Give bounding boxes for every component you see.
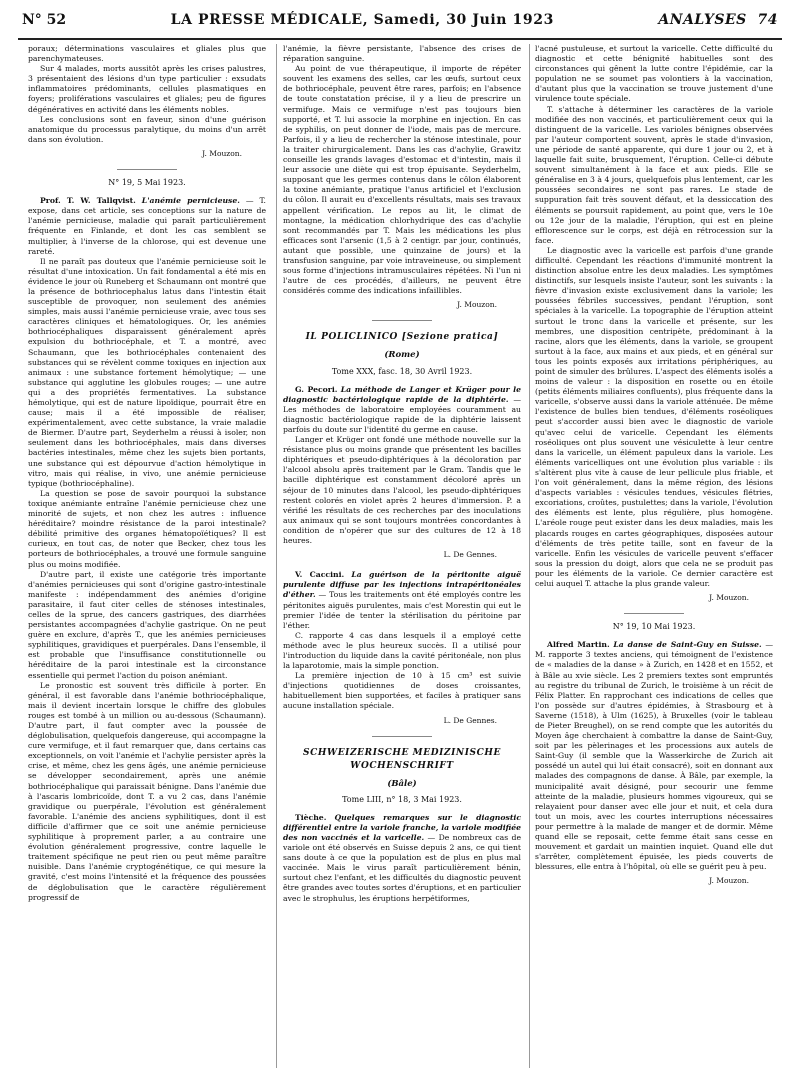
signature: J. Mouzon.	[709, 876, 749, 886]
issue-heading: N° 19, 10 Mai 1923.	[612, 622, 696, 632]
signature: L. De Gennes.	[443, 715, 497, 725]
separator	[372, 320, 432, 321]
paragraph: D'autre part, il existe une catégorie très importante d'anémies pernicieuses qui sont d'origine gastro-intestinale manifeste : indépendamment des anémies d'origine parasitaire, il faut citer celles de sténoses intestinales, celles de la sprue, des cancers gastriques, des diarrhées persistantes accompagnées d'achylie gastrique. On ne peut guère en exclure, d'après T., que les anémies pernicieuses syphilitiques, gravidiques et puerpérales. Dans l'ensemble, il est probable que l'insuffisance constitutionnelle ou héréditaire de la paroi intestinale est la circonstance essentielle qui permet l'action du poison anémiant.	[28, 569, 266, 680]
section-page-label	[658, 12, 778, 28]
column-1	[28, 44, 266, 1074]
paragraph: Au point de vue thérapeutique, il importe de répéter souvent les examens des selles, car les œufs, surtout ceux de bothriocéphale, peuvent être rares, parfois; en l'absence de toute constatation précise, il y a lieu de prescrire un vermifuge. Mais ce vermifuge n'est pas toujours bien supporté, et T. lui associe la morphine en injection. En cas de syphilis, on peut donner de l'iode, mais pas de mercure. Parfois, il y a lieu de rechercher la sténose intestinale, pour la traiter chirurgicalement. Dans les cas d'achylie, Grawitz conseille les grands lavages d'estomac et d'intestin, mais il leur associe une diète qui est trop épuisante. Seyderhelm, supposant que les germes contenus dans le côlon élaborent la toxine anémiante, pratique l'anus artificiel et l'exclusion du côlon. Il aurait eu d'excellents résultats, mais ses travaux appellent vérification. Le repos au lit, le climat de montagne, la médication chlorhydrique des cas d'achylie sont recommandés par T. Mais les médications les plus efficaces sont l'arsenic (1,5 à 2 centigr. par jour, continués, autant que possible, une quinzaine de jours) et la transfusion sanguine, par voie intraveineuse, ou simplement sous forme d'injections intramusculaires répétées. Ni l'un ni l'autre de ces procédés, d'ailleurs, ne peuvent être considérés comme des indications infaillibles.	[283, 64, 521, 296]
article-tieche	[283, 813, 521, 904]
paragraph: T. s'attache à déterminer les caractères de la variole modifiée des non vaccinés, et particulièrement ceux qui la distinguent de la varicelle. Les varioles bénignes observées par l'auteur comportent souvent, après le stade d'invasion, une période de santé apparente, qui dure 1 jour ou 2, et à laquelle fait suite, brusquement, l'éruption. Celle-ci débute souvent simultanément à la face et aux pieds. Elle se généralise en 3 à 4 jours, quelquefois plus lentement, car les poussées secondaires ne sont pas rares. Le stade de suppuration fait très souvent défaut, et la dessiccation des éléments se poursuit rapidement, au point que, vers le 10e ou 12e jour de la maladie, l'éruption, qui est en pleine efflorescence sur le corps, est déjà en rétrocession sur la face.	[535, 104, 773, 245]
paragraph: C. rapporte 4 cas dans lesquels il a employé cette méthode avec le plus heureux succès. Il a utilisé pour l'introduction du liquide dans la cavité péritonéale, non plus la laparotomie, mais la simple ponction.	[283, 630, 521, 671]
column-2	[283, 44, 521, 1074]
article-author: V. Caccini.	[295, 570, 345, 580]
article-pecori	[283, 385, 521, 435]
article-author: Prof. T. W. Tallqvist.	[40, 196, 136, 206]
paragraph: La première injection de 10 à 15 cm³ est suivie d'injections quotidiennes de doses croissantes, habituellement bien supportées, et faciles à pratiquer sans aucune installation spéciale.	[283, 671, 521, 711]
article-author: Tièche.	[295, 812, 327, 822]
article-title: L'anémie pernicieuse.	[141, 196, 240, 206]
article-title: La guérison de la péritonite aiguë purulente diffuse par les injections intrapéritonéales d'éther.	[283, 570, 521, 600]
journal-title: SCHWEIZERISCHE MEDIZINISCHE WOCHENSCHRIFT	[303, 747, 501, 771]
separator	[117, 169, 177, 170]
article-text: — M. rapporte 3 textes anciens, qui témoignent de l'existence de « maladies de la danse » à Zurich, en 1428 et en 1552, et à Bâle au xvie siècle. Les 2 premiers textes sont empruntés au registre du tribunal de Zurich, le troisième à un récit de Félix Platter. En rapprochant ces indications de celles que l'on possède sur d'autres épidémies, à Strasbourg et à Saverne (1518), à Ulm (1625), à Bruxelles (voir le tableau de Pieter Breughel), on se rend compte que les autorités du Moyen âge cherchaient à combattre la danse de Saint-Guy, soit par les pèlerinages et les processions aux autels de Saint-Guy (il semble que la Wasserkirche de Zurich ait possédé un autel qui lui était consacré), soit en donnant aux malades des compagnons de danse. À Bâle, par exemple, la municipalité avait désigné, pour secourir une femme atteinte de la maladie, plusieurs hommes vigoureux, qui se relayaient pour danser avec elle jour et nuit, et cela dura tout un mois, avec les courtes interruptions nécessaires pour permettre à la malade de manger et de dormir. Même quand elle se reposait, cette femme était sans cesse en mouvement et gardait un maintien inquiet. Quand elle dut s'arrêter, complètement épuisée, les pieds couverts de blessures, elle entra à l'hôpital, où elle se guérit peu à peu.	[535, 640, 773, 872]
journal-city: (Rome)	[384, 350, 420, 361]
paragraph: Il ne paraît pas douteux que l'anémie pernicieuse soit le résultat d'une intoxication. Un fait fondamental a été mis en évidence le jour où Runeberg et Schaumann ont montré que la présence de bothriocephalus latus dans l'intestin était susceptible de provoquer, non seulement des anémies simples, mais aussi l'anémie pernicieuse vraie, avec tous ses caractères cliniques et hématologiques. Or, les anémies bothriocéphaliques disparaissent généralement après expulsion du bothriocéphale, et T. a montré, avec Schaumann, que les bothriocéphales contenaient des substances qui se révèlent comme toxiques en injection aux animaux : une substance fortement hémolytique; — une substance qui agglutine les globules rouges; — une autre qui a des propriétés fermentatives. La substance hémolytique, qui est de nature lipoïdique, pourrait être en cause; mais il a été impossible de réaliser, expérimentalement, avec cette substance, la vraie maladie de Biermer. D'autre part, Seyderhelm a réussi à isoler, non seulement dans les bothriocéphales, mais dans diverses bactéries intestinales, même chez les sujets bien portants, une substance qui est dépourvue d'action hémolytique in vitro, mais qui réalise, in vivo, une anémie pernicieuse typique (bothriocéphaline).	[28, 256, 266, 488]
journal-title: IL POLICLINICO [Sezione pratica]	[305, 332, 499, 343]
paragraph: Le pronostic est souvent très difficile à porter. En général, il est favorable dans l'anémie bothriocéphalique, mais il devient incertain lorsque le chiffre des globules rouges est tombé à un million ou au-dessous (Schaumann). D'autre part, il faut compter avec la poussée de déglobulisation, quelquefois dangereuse, qui accompagne la cure vermifuge, et il faut remarquer que, dans certains cas exceptionnels, on voit l'anémie et l'achylie persister après la crise, et même, chez les gens âgés, une anémie pernicieuse se développer secondairement, après une anémie bothriocéphalique qui paraissait bénigne. Dans l'anémie due à l'ascaris lombricoïde, dont T. a vu 2 cas, dans l'anémie gravidique ou puerpérale, l'évolution est généralement favorable. L'anémie des anciens syphilitiques, dont il est difficile d'affirmer que ce soit une anémie pernicieuse syphilitique à proprement parler, a au contraire une évolution généralement progressive, contre laquelle le traitement spécifique ne peut rien ou peut même paraître nuisible. Dans l'anémie cryptogénétique, ce qui mesure la gravité, c'est moins l'intensité et la fréquence des poussées de déglobulisation que le caractère régulièrement progressif de	[28, 680, 266, 902]
article-tallqvist	[28, 196, 266, 257]
column-divider-2	[529, 44, 530, 1068]
article-text: — T. expose, dans cet article, ses conceptions sur la nature de l'anémie pernicieuse, maladie qui paraît particulièrement fréquente en Finlande, et dont les cas semblent se multiplier, à l'inverse de la chlorose, qui est devenue une rareté.	[28, 196, 266, 256]
column-3	[535, 44, 773, 1074]
article-martin	[535, 640, 773, 872]
article-author: G. Pecori.	[295, 384, 338, 394]
journal-masthead: LA PRESSE MÉDICALE, Samedi, 30 Juin 1923	[170, 12, 554, 28]
journal-city: (Bâle)	[387, 778, 417, 789]
separator	[372, 736, 432, 737]
column-divider-1	[276, 44, 277, 1068]
article-author: Alfred Martin.	[547, 640, 610, 650]
article-text: — Les méthodes de laboratoire employées couramment au diagnostic bactériologique rapide de la diphtérie laissent parfois du doute sur l'identité du germe en cause.	[283, 394, 521, 434]
issue-heading: Tome XXX, fasc. 18, 30 Avril 1923.	[331, 366, 473, 376]
article-title: Quelques remarques sur le diagnostic différentiel entre la variole franche, la variole modifiée des non vaccinés et la varicelle.	[283, 812, 521, 842]
page-number: 74	[757, 12, 778, 28]
paragraph: La question se pose de savoir pourquoi la substance toxique anémiante entraîne l'anémie pernicieuse chez une minorité de sujets, et non chez les autres : influence héréditaire? moindre résistance de la paroi intestinale? débilité primitive des organes hématopoïétiques? Il est curieux, en tout cas, de noter que Becker, chez tous les porteurs de bothriocéphales, a trouvé une formule sanguine plus ou moins modifiée.	[28, 488, 266, 569]
issue-number: N° 52	[22, 12, 67, 28]
separator	[624, 613, 684, 614]
paragraph: Sur 4 malades, morts aussitôt après les crises palustres, 3 présentaient des lésions d'un type particulier : exsudats inflammatoires prédominants, cellules plasmatiques en foyers; proliférations vasculaires et gliales; peu de figures dégénératives en activité dans les éléments nobles.	[28, 64, 266, 114]
paragraph: l'anémie, la fièvre persistante, l'absence des crises de réparation sanguine.	[283, 44, 521, 64]
signature: L. De Gennes.	[443, 550, 497, 560]
signature: J. Mouzon.	[709, 593, 749, 603]
article-text: — De nombreux cas de variole ont été observés en Suisse depuis 2 ans, ce qui tient sans doute à ce que la population est de plus en plus mal vaccinée. Mais le virus paraît particulièrement bénin, surtout chez l'enfant, et les difficultés du diagnostic peuvent être grandes avec toutes sortes d'éruptions, et en particulier avec le strophulus, les éruptions herpétiformes,	[283, 833, 521, 903]
paragraph: Les conclusions sont en faveur, sinon d'une guérison anatomique du processus paralytique, du moins d'un arrêt dans son évolution.	[28, 114, 266, 144]
article-title: La danse de Saint-Guy en Suisse.	[613, 640, 762, 650]
paragraph: l'acné pustuleuse, et surtout la varicelle. Cette difficulté du diagnostic et cette bénignité habituelles sont des circonstances qui gênent la lutte contre l'épidémie, car la population ne se soumet pas volontiers à la vaccination, d'autant plus que la vaccination se trouve justement d'une virulence toute spéciale.	[535, 44, 773, 104]
issue-heading: Tome LIII, n° 18, 3 Mai 1923.	[342, 794, 462, 804]
section-name: ANALYSES	[658, 12, 747, 28]
article-text: — Tous les traitements ont été employés contre les péritonites aiguës purulentes, mais c'est Morestin qui eut le premier l'idée de tenter la stérilisation du péritoine par l'éther.	[283, 590, 521, 630]
article-title: La méthode de Langer et Krüger pour le diagnostic bactériologique rapide de la diphtérie.	[283, 384, 521, 404]
issue-heading: N° 19, 5 Mai 1923.	[108, 178, 186, 188]
paragraph: Le diagnostic avec la varicelle est parfois d'une grande difficulté. Cependant les réactions d'immunité montrent la distinction absolue entre les deux maladies. Les symptômes distinctifs, sur lesquels insiste l'auteur, sont les suivants : la fièvre d'invasion existe exclusivement dans la variole; les poussées fébriles successives, pendant l'éruption, sont spéciales à la varicelle. La topographie de l'éruption atteint surtout le tronc dans la varicelle et présente, sur les membres, une disposition centripète, prédominant à la racine, alors que les éléments, dans la variole, se groupent surtout à la face, aux mains et aux pieds, et en général sur tous les points exposés aux irritations périphériques, au point de simuler des brûlures. L'aspect des éléments isolés a moins de valeur : la disposition en rosette ou en étoile (petits éléments miliaires confluents), plus fréquente dans la varicelle, s'observe aussi dans la variole atténuée. De même l'existence de bulles bien tendues, d'éléments roséoliques peut s'accorder aussi bien avec le diagnostic de variole qu'avec celui de varicelle. Cependant les éléments roséoliques ont plus souvent une vésiculette à leur centre dans la varicelle, un élément papuleux dans la variole. Les éléments varicelliques ont une évolution plus variable : ils s'altèrent plus vite à cause de leur pellicule plus friable, et l'on voit généralement, dans la même région, des lésions d'aspects variables : vésicules tendues, vésicules flétries, excoriations, croûtes, pustulettes; dans la variole, l'évolution des éléments est lente, plus régulière, plus homogène. L'aréole rouge peut exister dans les deux maladies, mais les placards rouges en cartes géographiques, disposées autour d'éléments de très petite taille, sont en faveur de la varicelle. Enfin les vésicules de varicelle peuvent s'effacer sous la pression du doigt, alors que cela ne se produit pas pour les éléments de la variole. Ce dernier caractère est celui auquel T. attache la plus grande valeur.	[535, 245, 773, 588]
signature: J. Mouzon.	[457, 300, 497, 310]
paragraph: Langer et Krüger ont fondé une méthode nouvelle sur la résistance plus ou moins grande que présentent les bacilles diphtériques et pseudo-diphtériques à la décoloration par l'alcool absolu après traitement par le Gram. Tandis que le bacille diphtérique est constamment décoloré après un séjour de 10 minutes dans l'alcool, les pseudo-diphtériques restent colorés en violet après 2 heures d'immersion. P. a vérifié les résultats de ces recherches par des inoculations aux animaux qui se sont toujours montrées concordantes à condition de n'opérer que sur des cultures de 12 à 18 heures.	[283, 435, 521, 546]
page-header	[22, 12, 778, 34]
header-rule	[18, 38, 782, 40]
signature: J. Mouzon.	[202, 148, 242, 158]
article-caccini	[283, 570, 521, 631]
paragraph: poraux; déterminations vasculaires et gliales plus que parenchymateuses.	[28, 44, 266, 64]
